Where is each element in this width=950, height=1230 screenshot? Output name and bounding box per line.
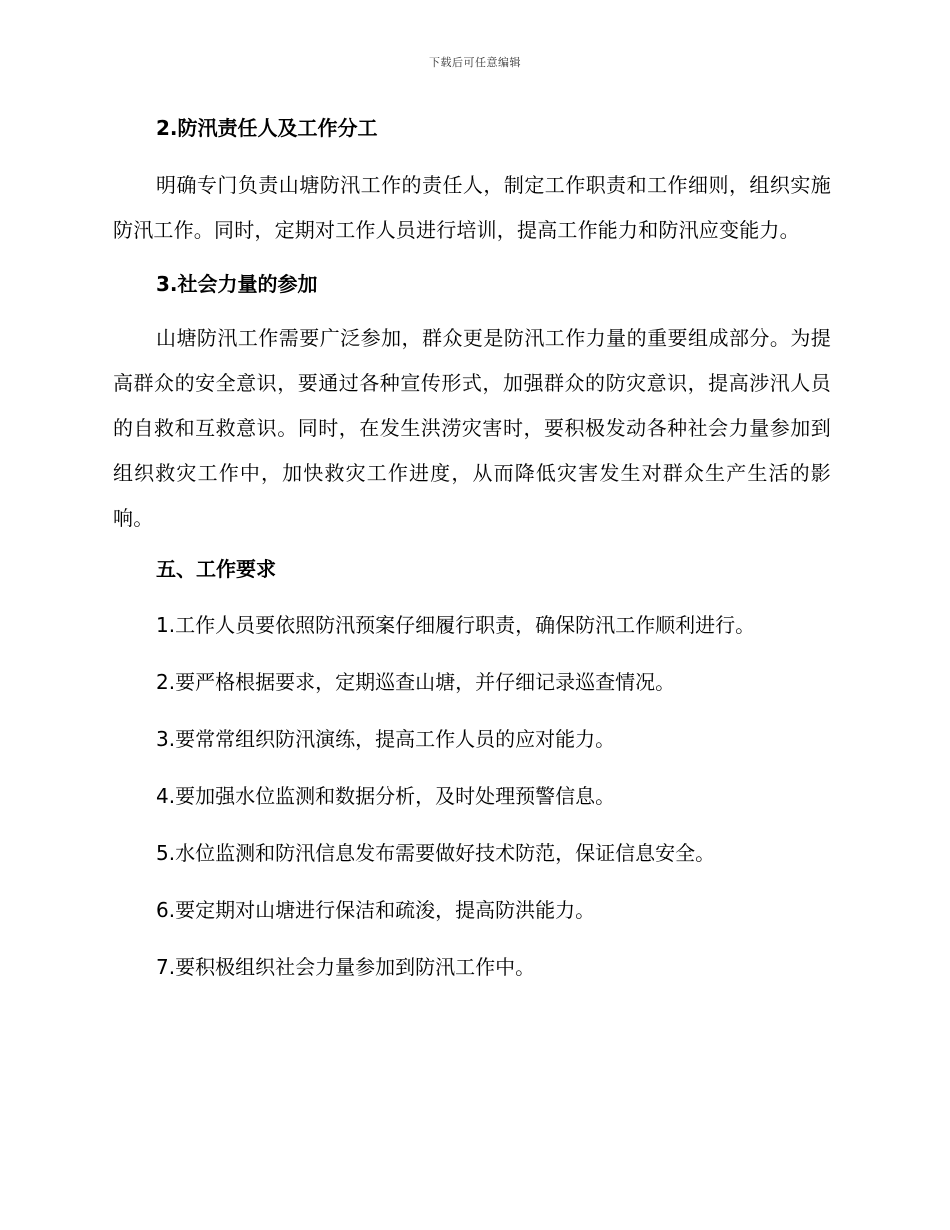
section-heading-responsibility: 2.防汛责任人及工作分工	[156, 116, 378, 140]
paragraph-responsibility: 明确专门负责山塘防汛工作的责任人，制定工作职责和工作细则，组织实施防汛工作。同时，定期对工作人员进行培训，提高工作能力和防汛应变能力。	[113, 173, 831, 242]
list-item: 2.要严格根据要求，定期巡查山塘，并仔细记录巡查情况。	[156, 670, 676, 694]
document-body	[113, 113, 831, 982]
section-heading-requirements: 五、工作要求	[156, 557, 276, 581]
list-item: 3.要常常组织防汛演练，提高工作人员的应对能力。	[156, 727, 616, 751]
list-item: 1.工作人员要依照防汛预案仔细履行职责，确保防汛工作顺利进行。	[156, 613, 756, 637]
section-heading-social: 3.社会力量的参加	[156, 272, 318, 296]
header-watermark: 下载后可任意编辑	[429, 56, 521, 69]
list-item: 4.要加强水位监测和数据分析，及时处理预警信息。	[156, 784, 616, 808]
requirements-list	[113, 610, 831, 982]
list-item: 6.要定期对山塘进行保洁和疏浚，提高防洪能力。	[156, 898, 596, 922]
paragraph-social: 山塘防汛工作需要广泛参加，群众更是防汛工作力量的重要组成部分。为提高群众的安全意识，要通过各种宣传形式，加强群众的防灾意识，提高涉汛人员的自救和互救意识。同时，在发生洪涝灾害时，要积极发动各种社会力量参加到组织救灾工作中，加快救灾工作进度，从而降低灾害发生对群众生产生活的影响。	[113, 326, 831, 530]
list-item: 5.水位监测和防汛信息发布需要做好技术防范，保证信息安全。	[156, 841, 716, 865]
list-item: 7.要积极组织社会力量参加到防汛工作中。	[156, 955, 536, 979]
